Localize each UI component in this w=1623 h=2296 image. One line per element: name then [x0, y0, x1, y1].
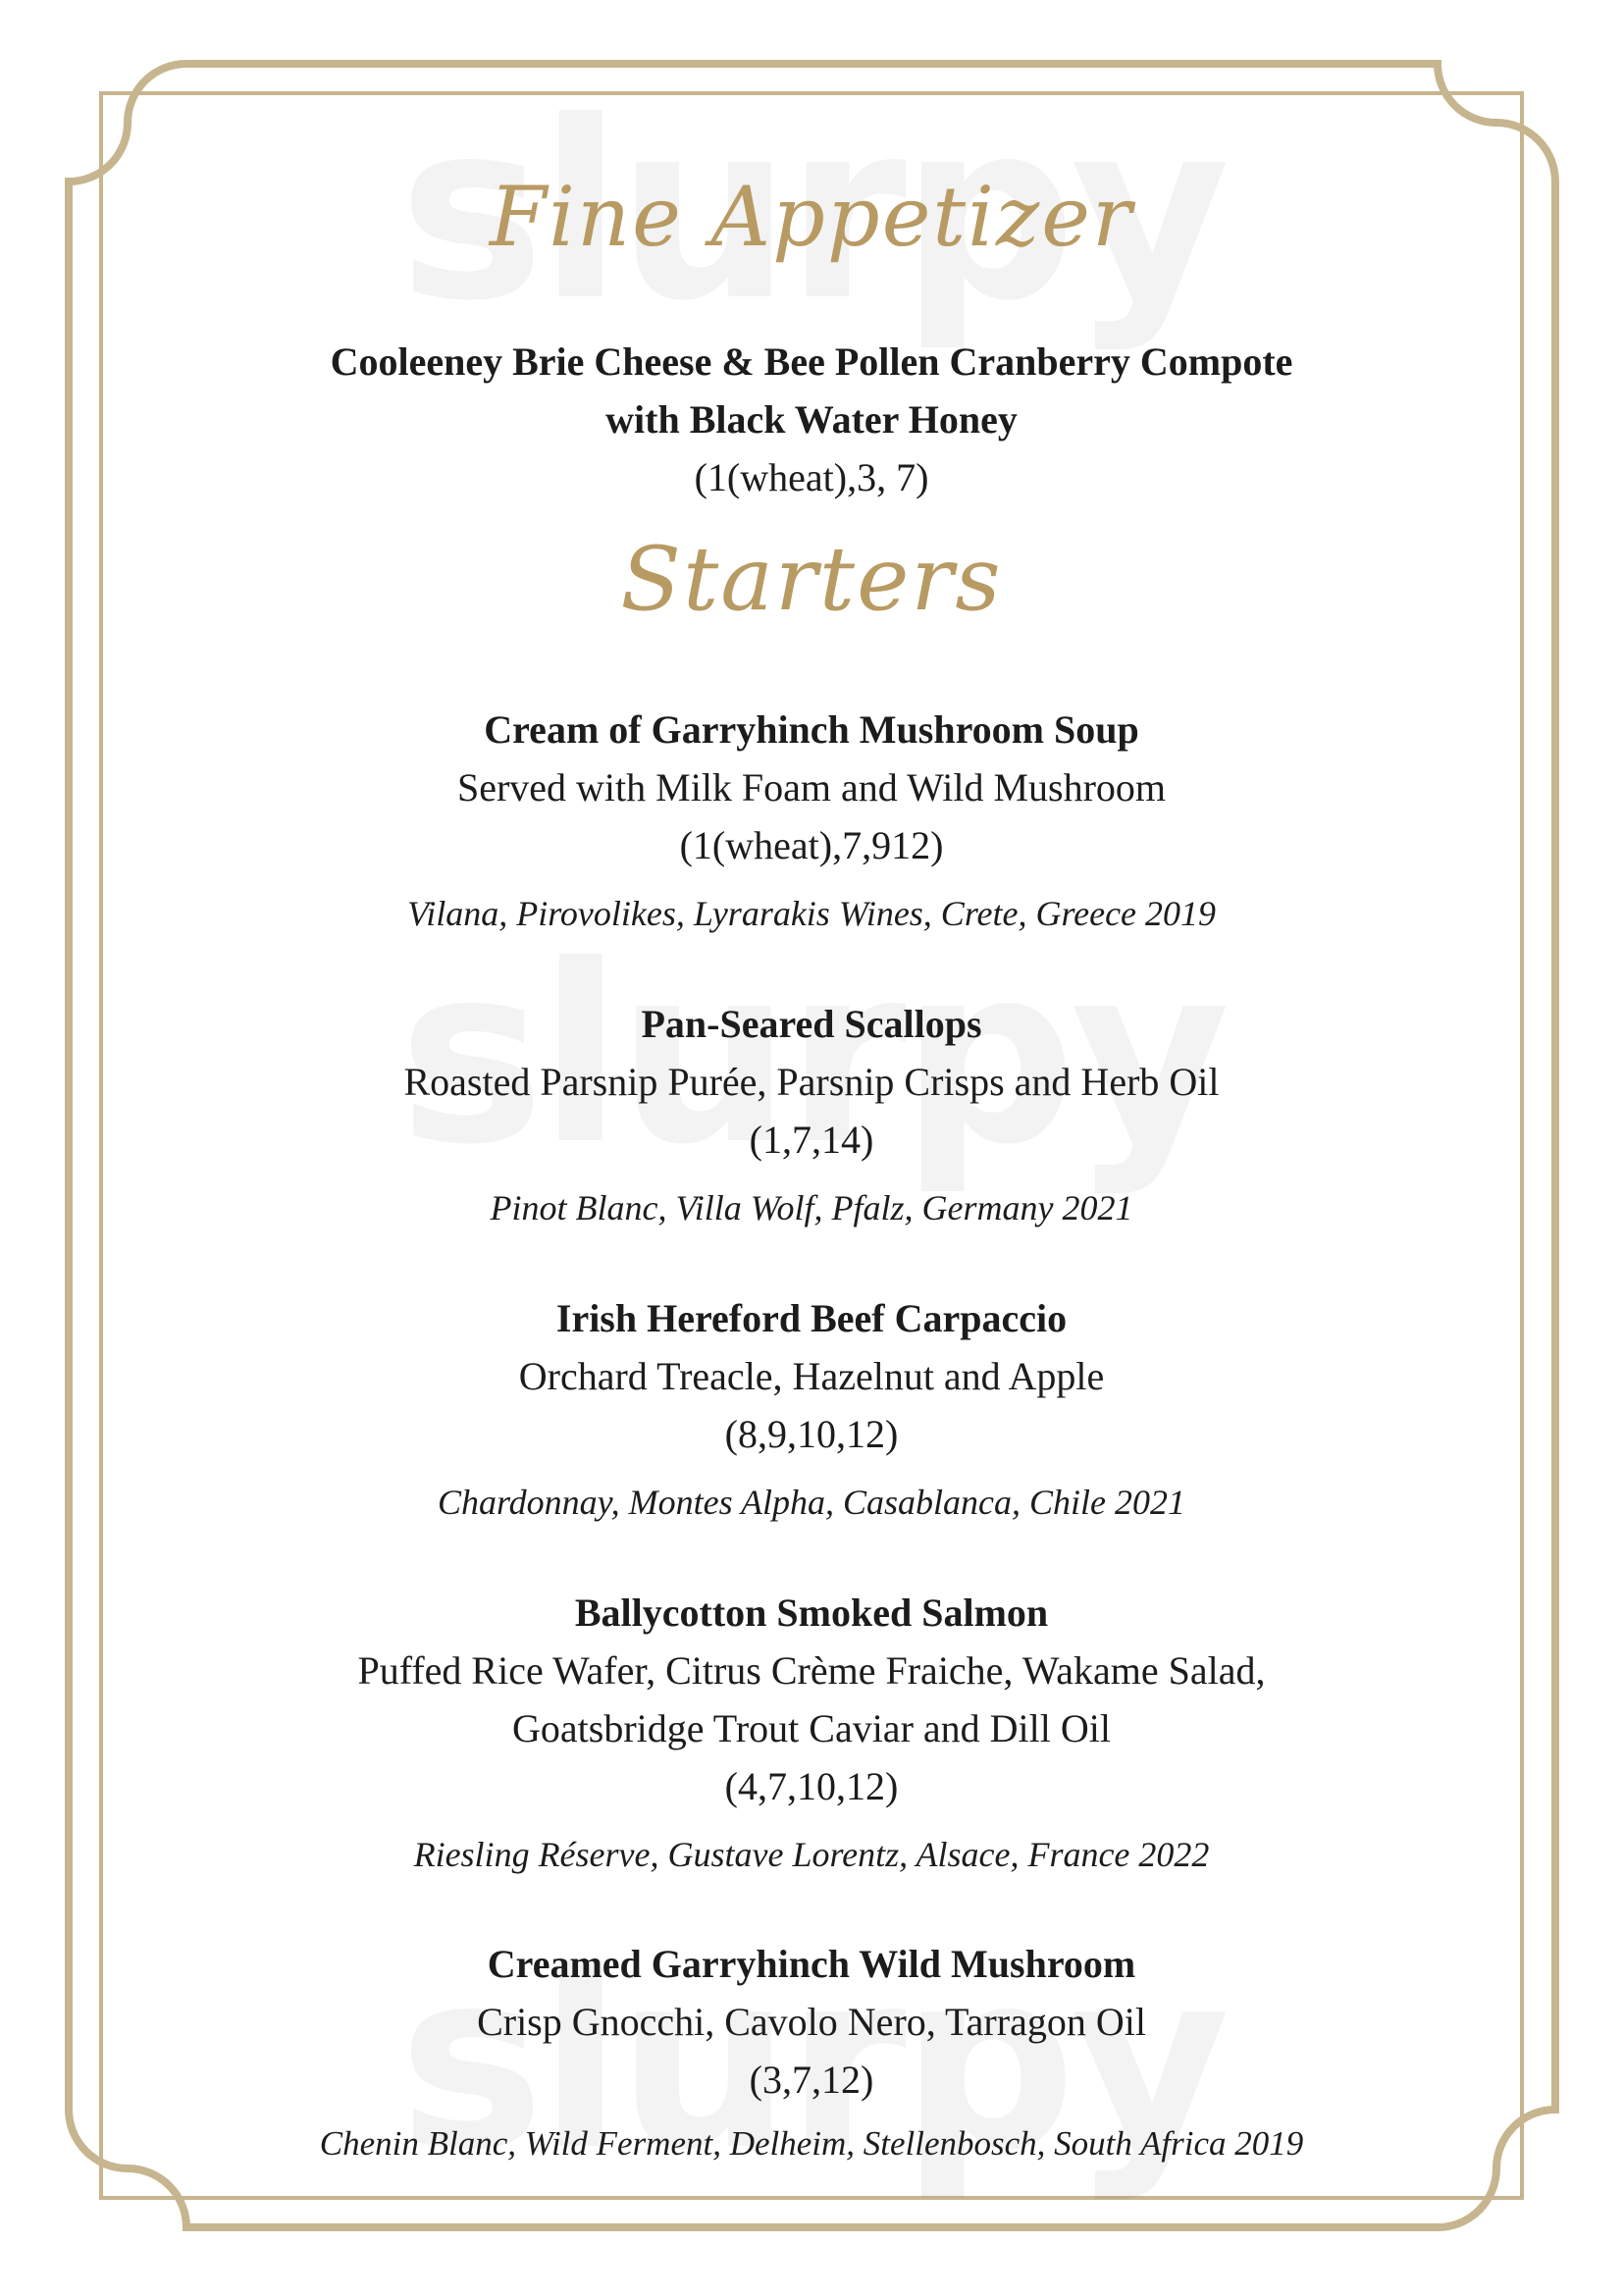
wine-pairing: Chardonnay, Montes Alpha, Casablanca, Chile 2021	[438, 1483, 1185, 1522]
dish-allergens: (3,7,12)	[749, 2058, 874, 2102]
dish-allergens: (4,7,10,12)	[724, 1764, 899, 1808]
dish-title: Cream of Garryhinch Mushroom Soup	[484, 707, 1139, 752]
appetizer-allergens: (1(wheat),3, 7)	[694, 455, 929, 499]
wine-pairing: Vilana, Pirovolikes, Lyrarakis Wines, Crete, Greece 2019	[406, 894, 1217, 933]
dish-allergens: (8,9,10,12)	[724, 1412, 899, 1456]
dish-description: Served with Milk Foam and Wild Mushroom	[456, 765, 1167, 809]
dish-allergens: (1,7,14)	[749, 1118, 874, 1162]
dish-title: Ballycotton Smoked Salmon	[574, 1591, 1049, 1635]
dish-title: Irish Hereford Beef Carpaccio	[555, 1296, 1068, 1340]
dish-title: Creamed Garryhinch Wild Mushroom	[487, 1942, 1136, 1986]
dish-description: Goatsbridge Trout Caviar and Dill Oil	[512, 1706, 1111, 1750]
appetizer-title-line1: Cooleeney Brie Cheese & Bee Pollen Cranberry Compote	[330, 339, 1293, 384]
dish-allergens: (1(wheat),7,912)	[679, 823, 944, 867]
wine-pairing: Chenin Blanc, Wild Ferment, Delheim, Stellenbosch, South Africa 2019	[319, 2124, 1304, 2163]
fine-appetizer-heading: Fine Appetizer	[489, 169, 1134, 265]
dish-description: Orchard Treacle, Hazelnut and Apple	[518, 1354, 1105, 1398]
starters-heading: Starters	[620, 528, 1003, 631]
wine-pairing: Pinot Blanc, Villa Wolf, Pfalz, Germany 2021	[490, 1188, 1133, 1227]
wine-pairing: Riesling Réserve, Gustave Lorentz, Alsace, France 2022	[413, 1835, 1210, 1874]
dish-title: Pan-Seared Scallops	[641, 1002, 982, 1046]
appetizer-title-line2: with Black Water Honey	[605, 397, 1018, 442]
dish-description: Puffed Rice Wafer, Citrus Crème Fraiche, Wakame Salad,	[357, 1648, 1266, 1693]
dish-description: Crisp Gnocchi, Cavolo Nero, Tarragon Oil	[477, 2000, 1146, 2044]
dish-description: Roasted Parsnip Purée, Parsnip Crisps and Herb Oil	[403, 1060, 1220, 1104]
